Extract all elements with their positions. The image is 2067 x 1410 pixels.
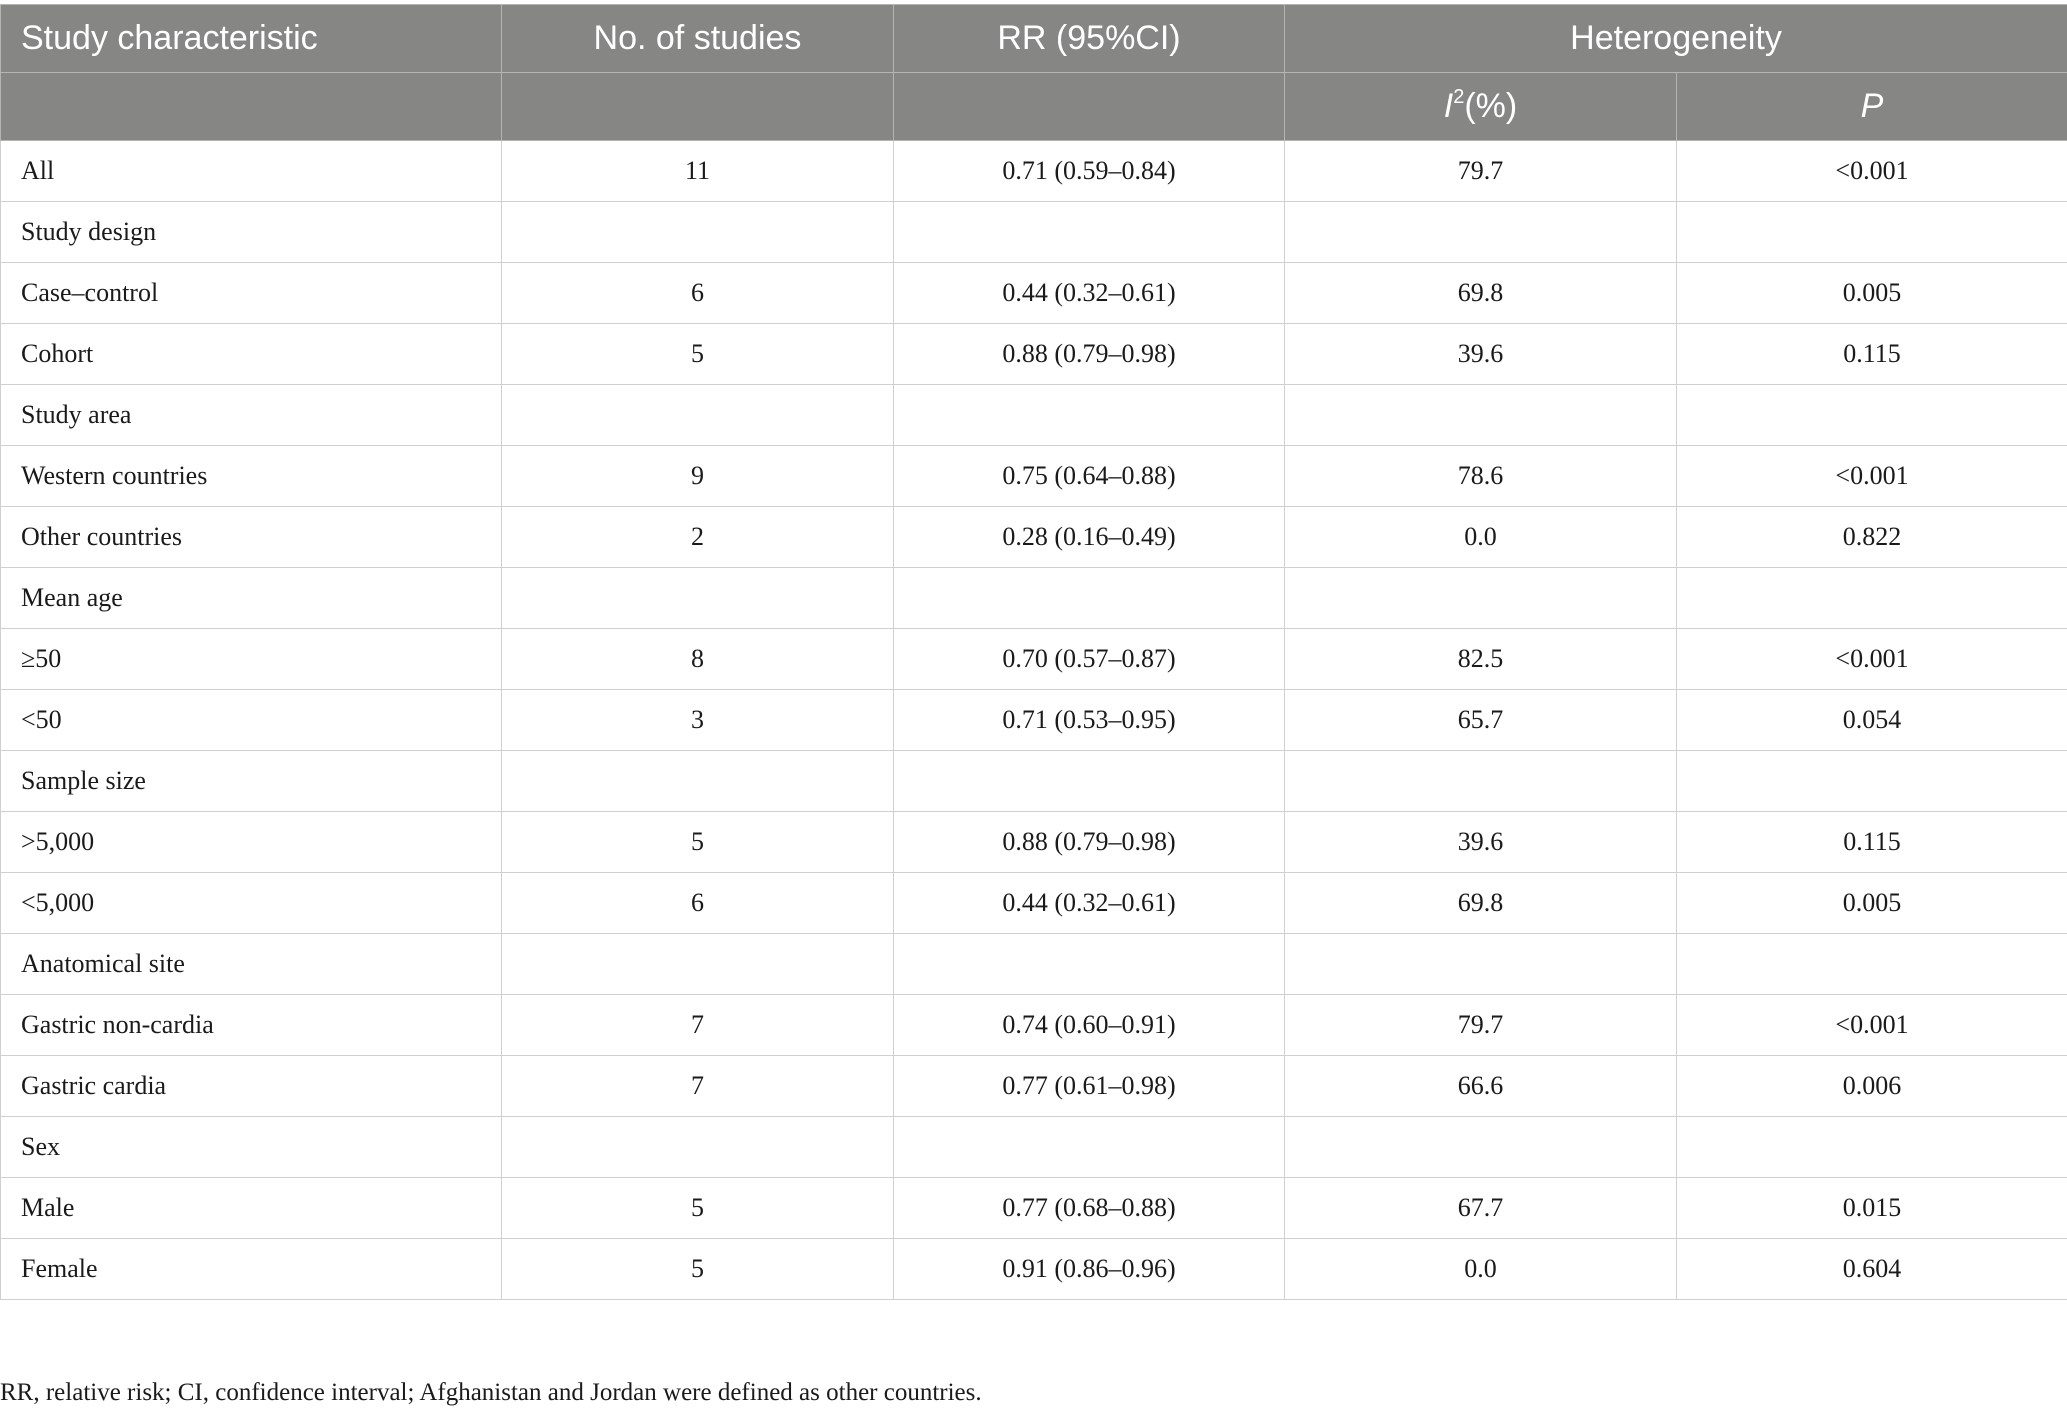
cell-no-of-studies xyxy=(502,568,894,629)
cell-no-of-studies: 3 xyxy=(502,690,894,751)
header-rr-ci: RR (95%CI) xyxy=(894,5,1285,73)
cell-i2 xyxy=(1285,568,1677,629)
cell-p-value xyxy=(1677,385,2067,446)
cell-no-of-studies xyxy=(502,934,894,995)
cell-no-of-studies: 6 xyxy=(502,873,894,934)
cell-i2 xyxy=(1285,385,1677,446)
table-row xyxy=(1,385,2067,446)
cell-characteristic: ≥50 xyxy=(1,629,502,690)
cell-rr-ci: 0.91 (0.86–0.96) xyxy=(894,1239,1285,1300)
cell-p-value: <0.001 xyxy=(1677,141,2067,202)
cell-p-value: <0.001 xyxy=(1677,446,2067,507)
cell-p-value xyxy=(1677,1117,2067,1178)
cell-i2: 79.7 xyxy=(1285,141,1677,202)
cell-rr-ci xyxy=(894,934,1285,995)
cell-p-value xyxy=(1677,568,2067,629)
table-row xyxy=(1,1056,2067,1117)
cell-no-of-studies xyxy=(502,751,894,812)
cell-p-value xyxy=(1677,934,2067,995)
cell-no-of-studies: 6 xyxy=(502,263,894,324)
cell-no-of-studies xyxy=(502,202,894,263)
cell-rr-ci: 0.88 (0.79–0.98) xyxy=(894,324,1285,385)
cell-rr-ci: 0.77 (0.68–0.88) xyxy=(894,1178,1285,1239)
table-row xyxy=(1,324,2067,385)
header-i2 xyxy=(1285,73,1677,141)
header-no-of-studies: No. of studies xyxy=(502,5,894,73)
cell-rr-ci: 0.71 (0.53–0.95) xyxy=(894,690,1285,751)
cell-p-value: 0.015 xyxy=(1677,1178,2067,1239)
cell-characteristic: Other countries xyxy=(1,507,502,568)
cell-rr-ci xyxy=(894,1117,1285,1178)
cell-rr-ci: 0.75 (0.64–0.88) xyxy=(894,446,1285,507)
cell-no-of-studies xyxy=(502,1117,894,1178)
cell-p-value: <0.001 xyxy=(1677,995,2067,1056)
cell-rr-ci: 0.44 (0.32–0.61) xyxy=(894,873,1285,934)
header-study-characteristic: Study characteristic xyxy=(1,5,502,73)
header-empty-cell xyxy=(894,73,1285,141)
cell-characteristic: Sample size xyxy=(1,751,502,812)
cell-characteristic: All xyxy=(1,141,502,202)
cell-characteristic: Case–control xyxy=(1,263,502,324)
header-row-secondary xyxy=(1,73,2067,141)
table-header xyxy=(1,5,2067,141)
cell-i2: 0.0 xyxy=(1285,1239,1677,1300)
table-row xyxy=(1,202,2067,263)
cell-no-of-studies: 2 xyxy=(502,507,894,568)
cell-i2: 39.6 xyxy=(1285,812,1677,873)
cell-no-of-studies: 7 xyxy=(502,995,894,1056)
cell-characteristic: Mean age xyxy=(1,568,502,629)
cell-rr-ci: 0.70 (0.57–0.87) xyxy=(894,629,1285,690)
cell-p-value: 0.822 xyxy=(1677,507,2067,568)
cell-i2: 66.6 xyxy=(1285,1056,1677,1117)
header-empty-cell xyxy=(1,73,502,141)
cell-p-value: 0.005 xyxy=(1677,873,2067,934)
cell-rr-ci xyxy=(894,751,1285,812)
header-p-letter: P xyxy=(1860,87,1884,125)
cell-p-value xyxy=(1677,202,2067,263)
cell-p-value: 0.005 xyxy=(1677,263,2067,324)
cell-rr-ci xyxy=(894,202,1285,263)
cell-rr-ci: 0.28 (0.16–0.49) xyxy=(894,507,1285,568)
cell-p-value: 0.115 xyxy=(1677,812,2067,873)
cell-i2: 67.7 xyxy=(1285,1178,1677,1239)
table-row xyxy=(1,812,2067,873)
cell-i2: 78.6 xyxy=(1285,446,1677,507)
header-i2-letter: I xyxy=(1443,87,1454,125)
cell-rr-ci xyxy=(894,385,1285,446)
header-row-primary xyxy=(1,5,2067,73)
header-empty-cell xyxy=(502,73,894,141)
table-row xyxy=(1,1117,2067,1178)
cell-i2: 69.8 xyxy=(1285,263,1677,324)
cell-characteristic: <5,000 xyxy=(1,873,502,934)
cell-p-value: 0.006 xyxy=(1677,1056,2067,1117)
cell-no-of-studies: 5 xyxy=(502,1178,894,1239)
cell-i2: 39.6 xyxy=(1285,324,1677,385)
cell-rr-ci: 0.74 (0.60–0.91) xyxy=(894,995,1285,1056)
cell-i2 xyxy=(1285,751,1677,812)
cell-rr-ci: 0.71 (0.59–0.84) xyxy=(894,141,1285,202)
table-row xyxy=(1,1239,2067,1300)
header-heterogeneity: Heterogeneity xyxy=(1285,5,2067,73)
table-row xyxy=(1,751,2067,812)
subgroup-analysis-table xyxy=(0,4,2067,1300)
cell-p-value: 0.604 xyxy=(1677,1239,2067,1300)
cell-rr-ci: 0.77 (0.61–0.98) xyxy=(894,1056,1285,1117)
cell-characteristic: Female xyxy=(1,1239,502,1300)
cell-no-of-studies: 8 xyxy=(502,629,894,690)
cell-no-of-studies: 5 xyxy=(502,324,894,385)
table-row xyxy=(1,1178,2067,1239)
cell-characteristic: Study area xyxy=(1,385,502,446)
table-row xyxy=(1,934,2067,995)
table-row xyxy=(1,629,2067,690)
cell-no-of-studies xyxy=(502,385,894,446)
table-row xyxy=(1,507,2067,568)
header-i2-superscript: 2 xyxy=(1453,86,1465,108)
cell-characteristic: Male xyxy=(1,1178,502,1239)
cell-characteristic: Gastric cardia xyxy=(1,1056,502,1117)
cell-rr-ci: 0.88 (0.79–0.98) xyxy=(894,812,1285,873)
cell-i2: 65.7 xyxy=(1285,690,1677,751)
cell-p-value: <0.001 xyxy=(1677,629,2067,690)
table-row xyxy=(1,141,2067,202)
cell-rr-ci xyxy=(894,568,1285,629)
cell-no-of-studies: 11 xyxy=(502,141,894,202)
table-row xyxy=(1,263,2067,324)
header-i2-unit: (%) xyxy=(1464,87,1518,125)
cell-p-value: 0.115 xyxy=(1677,324,2067,385)
cell-i2 xyxy=(1285,202,1677,263)
table-row xyxy=(1,690,2067,751)
table-row xyxy=(1,873,2067,934)
cell-no-of-studies: 7 xyxy=(502,1056,894,1117)
cell-characteristic: Western countries xyxy=(1,446,502,507)
cell-p-value xyxy=(1677,751,2067,812)
cell-i2: 69.8 xyxy=(1285,873,1677,934)
cell-no-of-studies: 9 xyxy=(502,446,894,507)
table-body xyxy=(1,141,2067,1300)
cell-rr-ci: 0.44 (0.32–0.61) xyxy=(894,263,1285,324)
table-container xyxy=(0,4,2067,1300)
cell-characteristic: Sex xyxy=(1,1117,502,1178)
cell-no-of-studies: 5 xyxy=(502,812,894,873)
cell-characteristic: >5,000 xyxy=(1,812,502,873)
cell-i2: 79.7 xyxy=(1285,995,1677,1056)
cell-i2: 82.5 xyxy=(1285,629,1677,690)
cell-i2 xyxy=(1285,1117,1677,1178)
cell-characteristic: Study design xyxy=(1,202,502,263)
cell-no-of-studies: 5 xyxy=(502,1239,894,1300)
cell-characteristic: Cohort xyxy=(1,324,502,385)
table-row xyxy=(1,568,2067,629)
cell-p-value: 0.054 xyxy=(1677,690,2067,751)
cell-characteristic: Anatomical site xyxy=(1,934,502,995)
cell-characteristic: Gastric non-cardia xyxy=(1,995,502,1056)
table-row xyxy=(1,995,2067,1056)
table-row xyxy=(1,446,2067,507)
header-p-value xyxy=(1677,73,2067,141)
cell-i2 xyxy=(1285,934,1677,995)
table-footnote: RR, relative risk; CI, confidence interval; Afghanistan and Jordan were defined as other countries. xyxy=(0,1379,982,1406)
cell-i2: 0.0 xyxy=(1285,507,1677,568)
cell-characteristic: <50 xyxy=(1,690,502,751)
